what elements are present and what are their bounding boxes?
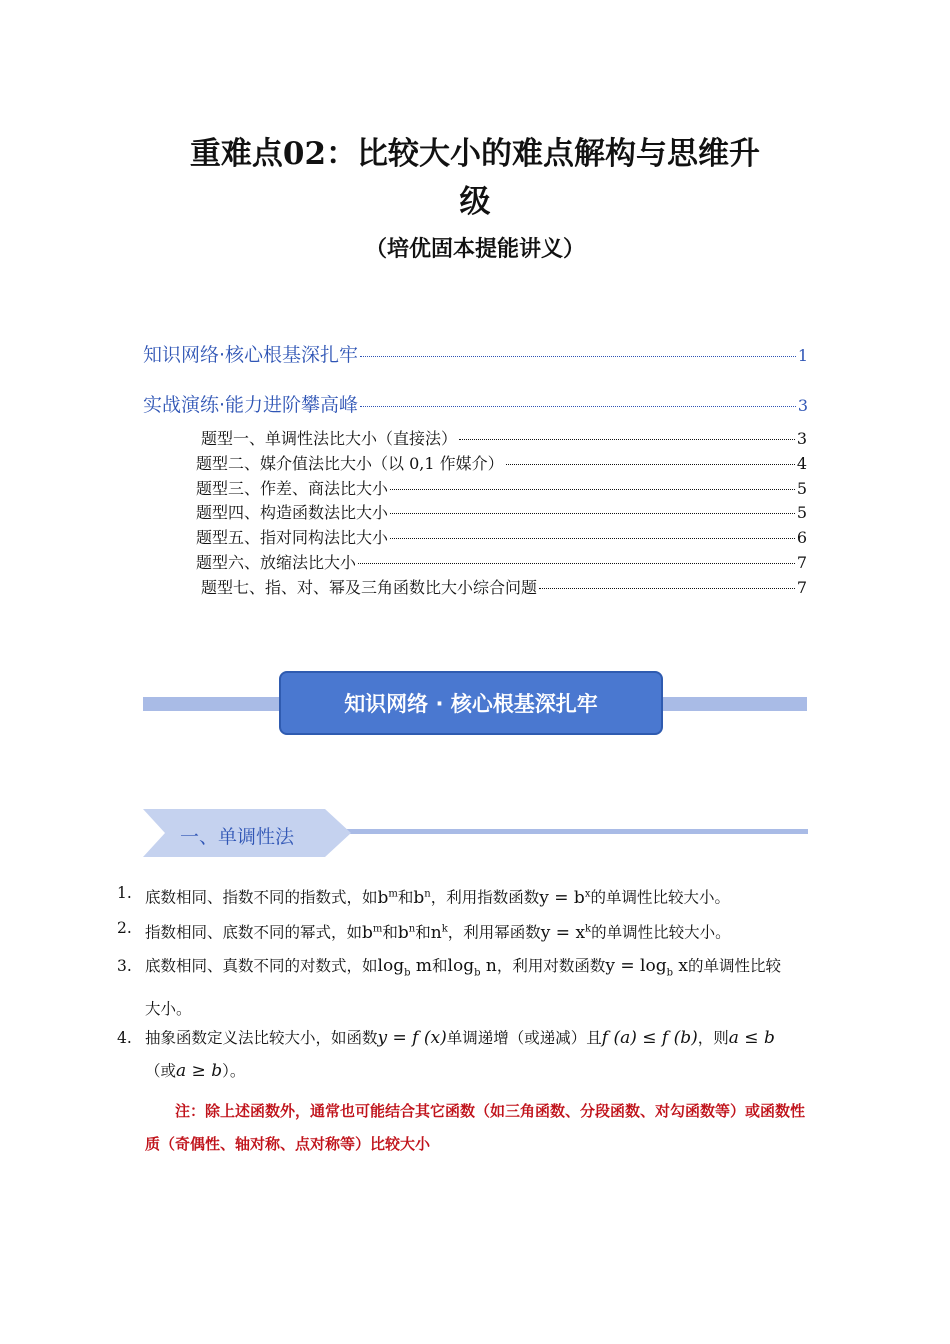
item-text: 抽象函数定义法比较大小，如函数 xyxy=(145,1029,378,1047)
math-exponent: m xyxy=(388,888,398,899)
toc-page-number: 5 xyxy=(796,479,807,498)
toc-page-number: 7 xyxy=(796,578,807,597)
toc-entry-label: 题型三、作差、商法比大小 xyxy=(196,479,389,498)
item-text: ，利用幂函数 xyxy=(447,923,541,942)
note-text: 注：除上述函数外，通常也可能结合其它函数（如三角函数、分段函数、对勾函数等）或函数性质（奇偶性、轴对称、点对称等）比较大小 xyxy=(145,1102,806,1153)
toc-entry-practice[interactable] xyxy=(143,390,808,417)
math-argument: m xyxy=(410,956,433,976)
math-result: a ≤ b xyxy=(728,1028,775,1048)
toc-leader xyxy=(390,489,795,490)
toc-leader xyxy=(358,563,795,564)
item-text: 底数相同、真数不同的对数式，如 xyxy=(145,957,378,975)
math-exponent: k xyxy=(441,923,448,934)
item-text: 指数相同、底数不同的幂式，如 xyxy=(145,923,363,942)
item-text: ，则 xyxy=(697,1029,729,1047)
math-log: log xyxy=(447,956,475,976)
math-log: log xyxy=(377,956,405,976)
math-base: n xyxy=(430,922,442,943)
page-title xyxy=(120,130,830,226)
toc-entry-label: 实战演练·能力进阶攀高峰 xyxy=(143,394,359,416)
toc-leader xyxy=(360,406,796,407)
toc-entry-type-7[interactable] xyxy=(201,575,807,598)
math-result: a ≥ b xyxy=(176,1061,223,1081)
item-text: ，利用指数函数 xyxy=(430,888,540,907)
toc-entry-type-3[interactable] xyxy=(196,476,807,499)
toc-page-number: 6 xyxy=(796,528,807,547)
toc-entry-label: 题型四、构造函数法比大小 xyxy=(196,503,389,522)
toc-entry-label: 知识网络·核心根基深扎牢 xyxy=(143,344,359,366)
toc-entry-type-6[interactable] xyxy=(196,550,807,573)
math-exponent: m xyxy=(372,923,383,934)
list-item-4 xyxy=(117,1022,817,1088)
list-number: 4. xyxy=(117,1029,132,1047)
item-text: 的单调性比较大小。 xyxy=(591,923,731,942)
item-text: 底数相同、指数不同的指数式，如 xyxy=(145,888,378,907)
math-argument: n xyxy=(480,956,497,976)
math-function: y = f (x) xyxy=(377,1028,447,1048)
list-number: 3. xyxy=(117,957,132,975)
section-banner: 知识网络 · 核心根基深扎牢 xyxy=(279,671,663,735)
toc-entry-label: 题型一、单调性法比大小（直接法） xyxy=(201,429,458,448)
math-function: y = x xyxy=(540,922,586,943)
math-exponent: k xyxy=(585,923,592,934)
item-text: 单调递增（或递减）且 xyxy=(446,1029,602,1047)
toc-entry-type-5[interactable] xyxy=(196,525,807,548)
section-header-label: 一、单调性法 xyxy=(180,826,295,848)
math-base: b xyxy=(362,922,373,943)
item-text-continuation: 大小。 xyxy=(145,1000,192,1019)
toc-page-number: 3 xyxy=(797,396,808,415)
item-text: ）。 xyxy=(222,1062,246,1080)
section-header-line xyxy=(330,829,808,834)
toc-entry-type-1[interactable] xyxy=(201,426,807,449)
toc-page-number: 5 xyxy=(796,503,807,522)
toc-leader xyxy=(539,588,795,589)
math-condition: f (a) ≤ f (b) xyxy=(601,1028,698,1048)
item-text: ，利用对数函数 xyxy=(496,957,606,975)
math-function: y = b xyxy=(539,887,585,908)
toc-page-number: 1 xyxy=(797,346,808,365)
item-text: 和 xyxy=(415,923,431,942)
math-base: b xyxy=(413,887,425,908)
toc-leader xyxy=(390,513,795,514)
list-number: 1. xyxy=(117,884,132,902)
math-exponent: n xyxy=(424,888,431,899)
item-text: 和 xyxy=(397,888,414,907)
math-subscript: b xyxy=(474,967,481,979)
toc-entry-label: 题型五、指对同构法比大小 xyxy=(196,528,389,547)
list-number: 2. xyxy=(117,919,132,937)
math-exponent: n xyxy=(408,923,416,934)
list-item-2 xyxy=(117,912,817,950)
math-base: b xyxy=(377,887,389,908)
toc-leader xyxy=(360,356,796,357)
item-text: 和 xyxy=(382,923,398,942)
math-subscript: b xyxy=(404,967,411,979)
item-text: （或 xyxy=(145,1062,177,1080)
item-text: 和 xyxy=(432,957,448,975)
toc-page-number: 4 xyxy=(796,454,807,473)
toc-leader xyxy=(459,439,795,440)
page-subtitle: （培优固本提能讲义） xyxy=(364,236,585,262)
title-line-2: 级 xyxy=(459,184,491,220)
toc-leader xyxy=(506,464,795,465)
math-base: b xyxy=(397,922,409,943)
list-item-3 xyxy=(117,950,817,1026)
toc-entry-label: 题型六、放缩法比大小 xyxy=(196,553,357,572)
toc-entry-label: 题型二、媒介值法比大小（以 0,1 作媒介） xyxy=(196,454,504,473)
toc-leader xyxy=(390,538,795,539)
list-item-1 xyxy=(117,877,817,915)
toc-entry-type-2[interactable] xyxy=(196,451,807,474)
toc-entry-label: 题型七、指、对、幂及三角函数比大小综合问题 xyxy=(201,578,538,597)
item-text: 的单调性比较 xyxy=(688,957,782,975)
math-argument: x xyxy=(673,956,688,976)
item-text: 的单调性比较大小。 xyxy=(590,888,730,907)
toc-entry-knowledge[interactable] xyxy=(143,340,808,367)
toc-entry-type-4[interactable] xyxy=(196,500,807,523)
math-function: y = log xyxy=(605,956,667,976)
math-exponent: x xyxy=(584,888,591,899)
math-subscript: b xyxy=(666,967,673,979)
toc-page-number: 3 xyxy=(796,429,807,448)
title-line-1: 重难点02：比较大小的难点解构与思维升 xyxy=(189,136,761,172)
toc-page-number: 7 xyxy=(796,553,807,572)
